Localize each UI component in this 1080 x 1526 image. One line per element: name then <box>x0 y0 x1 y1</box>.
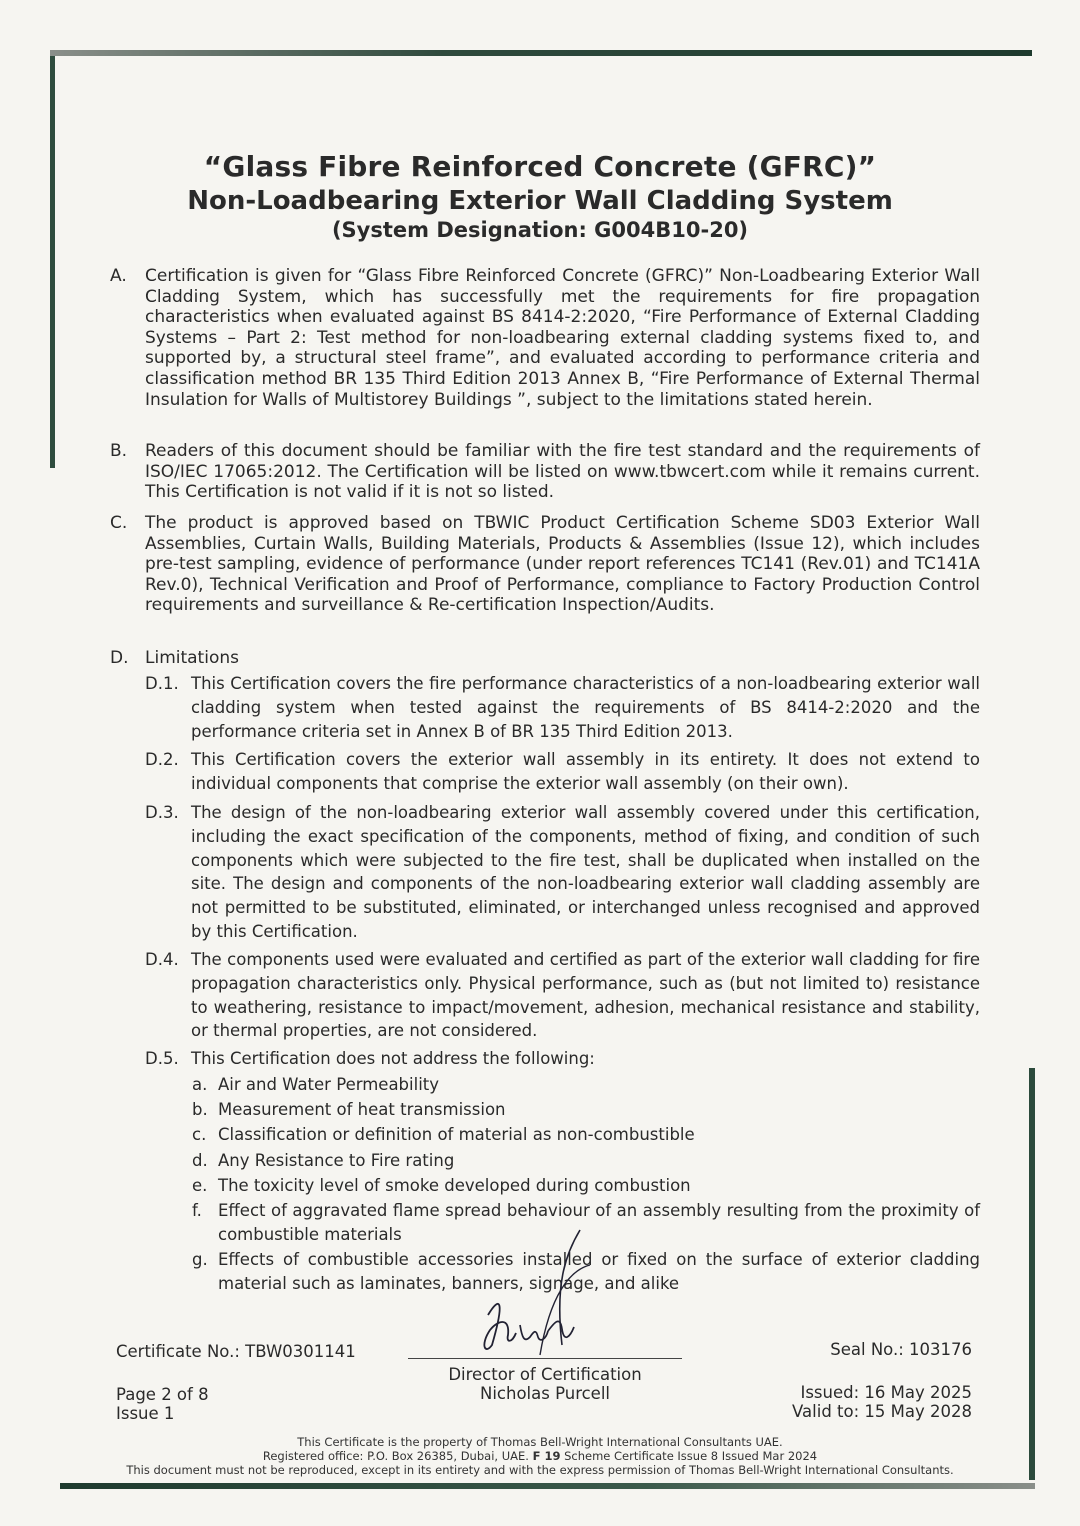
right-frame-bar <box>1029 1068 1035 1480</box>
exclusion-label: a. <box>192 1075 208 1094</box>
exclusion-text: Effect of aggravated flame spread behaviour of an assembly resulting from the proximity of combustible materials <box>218 1201 980 1244</box>
registered-office-notice <box>0 1449 1080 1463</box>
exclusion-item <box>192 1123 980 1147</box>
form-number: F 19 <box>532 1449 561 1463</box>
limitation-label: D.1. <box>145 674 179 693</box>
issued-date: Issued: 16 May 2025 <box>800 1383 972 1402</box>
ownership-notice: This Certificate is the property of Thomas Bell-Wright International Consultants UAE. <box>297 1435 783 1449</box>
limitation-text: The components used were evaluated and certified as part of the exterior wall cladding for fire propagation characteristics only. Physical performance, such as (but not limited to) resistance to weathering, resistance to impact/movement, adhesion, mechanical resistance and stability, or thermal properties, are not considered. <box>191 950 980 1041</box>
exclusion-label: e. <box>192 1176 208 1195</box>
section-a <box>110 266 980 410</box>
exclusion-item <box>192 1149 980 1173</box>
limitation-text: This Certification covers the exterior wall assembly in its entirety. It does not extend to individual components that comprise the exterior wall assembly (on their own). <box>191 750 980 793</box>
registered-office: Registered office: P.O. Box 26385, Dubai, UAE. <box>262 1449 533 1463</box>
limitation-label: D.4. <box>145 950 179 969</box>
title-product-name: “Glass Fibre Reinforced Concrete (GFRC)” <box>203 150 877 183</box>
exclusion-item <box>192 1098 980 1122</box>
limitation-item <box>145 1047 980 1071</box>
section-c <box>110 513 980 616</box>
title-system-designation: (System Designation: G004B10-20) <box>331 218 749 242</box>
exclusion-text: Classification or definition of material as non-combustible <box>218 1125 695 1144</box>
limitation-text: This Certification covers the fire performance characteristics of a non-loadbearing exterior wall cladding system when tested against the requirements of BS 8414-2:2020 and the performance criteria set in Annex B of BR 135 Third Edition 2013. <box>191 674 980 741</box>
limitation-text: This Certification does not address the following: <box>191 1049 595 1068</box>
reproduction-notice: This document must not be reproduced, except in its entirety and with the express permission of Thomas Bell-Wright International Consultants. <box>126 1463 954 1477</box>
section-a-text: Certification is given for “Glass Fibre Reinforced Concrete (GFRC)” Non-Loadbearing Exterior Wall Cladding System, which has successfully met the requirements for fire propagation characteristics when evaluated against BS 8414-2:2020, “Fire Performance of External Cladding Systems – Part 2: Test method for non-loadbearing external cladding systems fixed to, and supported by, a structural steel frame”, and evaluated according to performance criteria and classification method BR 135 Third Edition 2013 Annex B, “Fire Performance of External Thermal Insulation for Walls of Multistorey Buildings ”, subject to the limitations stated herein. <box>145 266 980 410</box>
exclusion-text: Any Resistance to Fire rating <box>218 1151 455 1170</box>
seal-number: Seal No.: 103176 <box>830 1340 972 1359</box>
exclusion-item <box>192 1073 980 1097</box>
limitation-label: D.5. <box>145 1049 179 1068</box>
limitation-item <box>145 748 980 796</box>
limitation-label: D.3. <box>145 803 179 822</box>
limitation-label: D.2. <box>145 750 179 769</box>
signature-line <box>408 1358 682 1359</box>
certificate-number: Certificate No.: TBW0301141 <box>116 1342 356 1361</box>
limitation-text: The design of the non-loadbearing exterior wall assembly covered under this certification, including the exact specification of the components, method of fixing, and condition of such components which were subjected to the fire test, shall be duplicated when installed on the site. The design and components of the non-loadbearing exterior wall cladding assembly are not permitted to be substituted, eliminated, or interchanged unless recognised and approved by this Certification. <box>191 803 980 941</box>
signatory-name: Nicholas Purcell <box>479 1384 611 1403</box>
top-frame-bar <box>50 50 1032 56</box>
bottom-frame-bar <box>60 1483 1035 1489</box>
section-b <box>110 441 980 503</box>
limitation-item <box>145 672 980 743</box>
section-b-label: B. <box>110 441 128 461</box>
issue-number: Issue 1 <box>116 1404 175 1423</box>
section-b-text: Readers of this document should be familiar with the fire test standard and the requirements of ISO/IEC 17065:2012. The Certification will be listed on www.tbwcert.com while it remains current. This Certification is not valid if it is not so listed. <box>145 441 980 503</box>
section-d-title: Limitations <box>145 648 239 668</box>
exclusion-label: b. <box>192 1100 208 1119</box>
exclusion-text: Effects of combustible accessories installed or fixed on the surface of exterior cladding material such as laminates, banners, signage, and alike <box>218 1250 980 1293</box>
exclusion-text: Measurement of heat transmission <box>218 1100 506 1119</box>
exclusion-label: c. <box>192 1125 207 1144</box>
scheme-certificate-issue: Scheme Certificate Issue 8 Issued Mar 2024 <box>560 1449 818 1463</box>
exclusion-item <box>192 1174 980 1198</box>
limitation-item <box>145 948 980 1043</box>
section-d <box>110 648 980 669</box>
limitation-item <box>145 801 980 944</box>
page-number: Page 2 of 8 <box>116 1385 209 1404</box>
left-frame-bar <box>50 56 55 468</box>
title-system-type: Non-Loadbearing Exterior Wall Cladding System <box>187 186 893 216</box>
section-c-text: The product is approved based on TBWIC Product Certification Scheme SD03 Exterior Wall Assemblies, Curtain Walls, Building Materials, Products & Assemblies (Issue 12), which includes pre-test sampling, evidence of performance (under report references TC141 (Rev.01) and TC141A Rev.0), Technical Verification and Proof of Performance, compliance to Factory Production Control requirements and surveillance & Re-certification Inspection/Audits. <box>145 513 980 616</box>
exclusion-text: Air and Water Permeability <box>218 1075 440 1094</box>
section-c-label: C. <box>110 513 128 533</box>
signature-image <box>450 1225 600 1360</box>
section-d-label: D. <box>110 648 129 668</box>
exclusion-text: The toxicity level of smoke developed during combustion <box>218 1176 691 1195</box>
signatory-title: Director of Certification <box>448 1365 642 1384</box>
section-a-label: A. <box>110 266 127 286</box>
exclusion-label: g. <box>192 1250 208 1269</box>
exclusion-label: f. <box>192 1201 202 1220</box>
valid-to-date: Valid to: 15 May 2028 <box>792 1402 972 1421</box>
exclusion-label: d. <box>192 1151 208 1170</box>
